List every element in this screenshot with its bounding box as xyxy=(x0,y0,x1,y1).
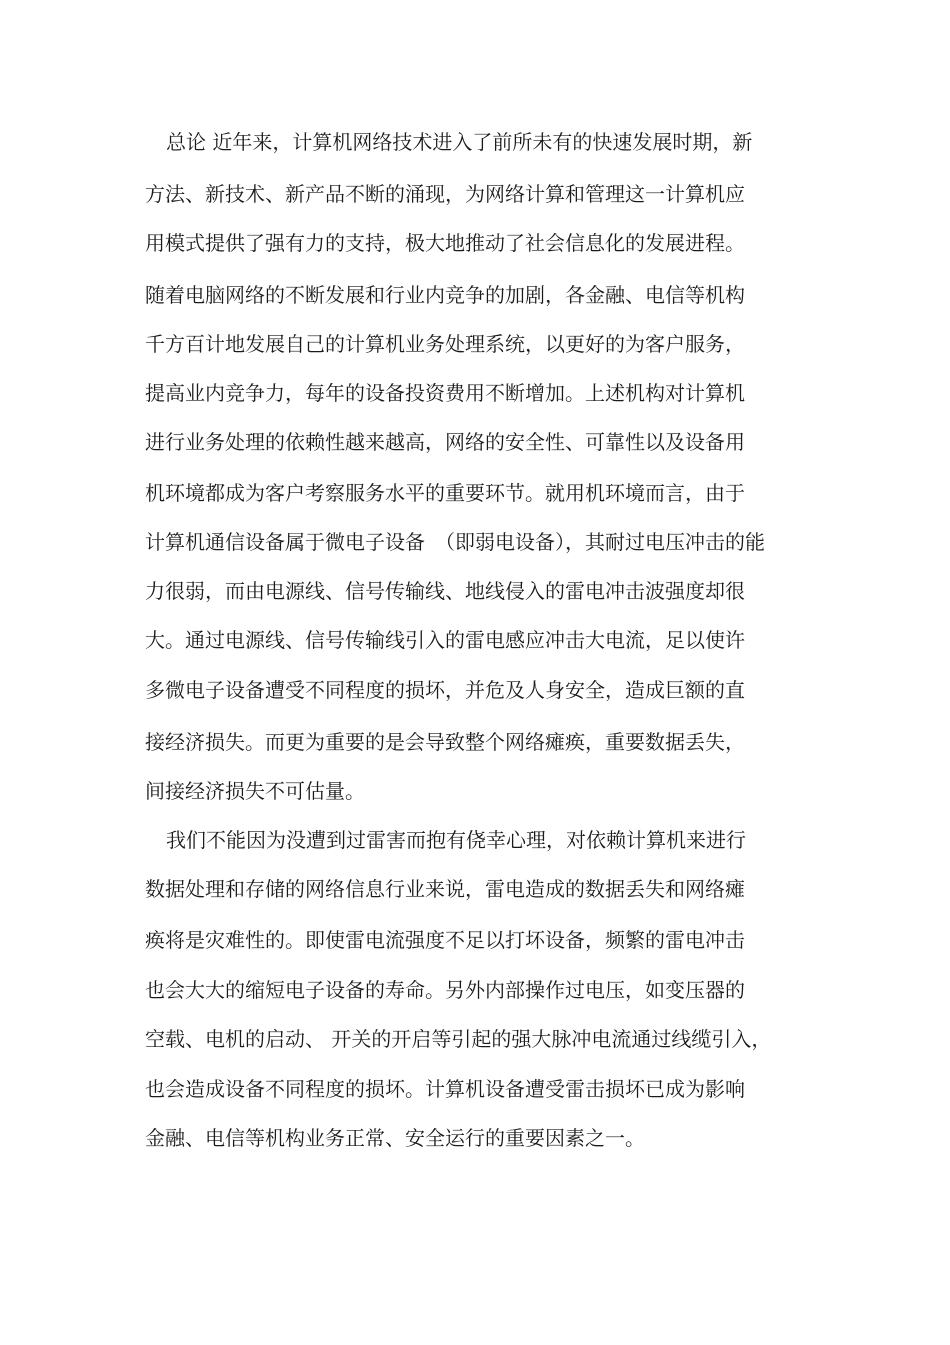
paragraph-1-line-9: 计算机通信设备属于微电子设备 （即弱电设备），其耐过电压冲击的能 xyxy=(145,530,765,554)
paragraph-2-line-4: 也会大大的缩短电子设备的寿命。另外内部操作过电压，如变压器的 xyxy=(145,978,745,1002)
paragraph-1-line-6: 提高业内竞争力，每年的设备投资费用不断增加。上述机构对计算机 xyxy=(145,381,745,405)
paragraph-2-line-3: 痪将是灾难性的。即使雷电流强度不足以打坏设备，频繁的雷电冲击 xyxy=(145,928,745,952)
paragraph-2-line-6: 也会造成设备不同程度的损坏。计算机设备遭受雷击损坏已成为影响 xyxy=(145,1077,745,1101)
paragraph-2-line-2: 数据处理和存储的网络信息行业来说，雷电造成的数据丢失和网络瘫 xyxy=(145,877,745,901)
paragraph-1-line-11: 大。通过电源线、信号传输线引入的雷电感应冲击大电流，足以使许 xyxy=(145,628,745,652)
paragraph-1-line-13: 接经济损失。而更为重要的是会导致整个网络瘫痪，重要数据丢失， xyxy=(145,730,745,754)
paragraph-2-line-7: 金融、电信等机构业务正常、安全运行的重要因素之一。 xyxy=(145,1126,645,1150)
paragraph-1-line-10: 力很弱，而由电源线、信号传输线、地线侵入的雷电冲击波强度却很 xyxy=(145,579,745,603)
paragraph-1-line-5: 千方百计地发展自己的计算机业务处理系统，以更好的为客户服务， xyxy=(145,332,745,356)
paragraph-2-line-1: 我们不能因为没遭到过雷害而抱有侥幸心理，对依赖计算机来进行 xyxy=(166,828,746,852)
paragraph-1-line-2: 方法、新技术、新产品不断的涌现，为网络计算和管理这一计算机应 xyxy=(145,182,745,206)
paragraph-1-line-7: 进行业务处理的依赖性越来越高，网络的安全性、可靠性以及设备用 xyxy=(145,430,745,454)
paragraph-1-line-14: 间接经济损失不可估量。 xyxy=(145,779,365,803)
paragraph-1-line-8: 机环境都成为客户考察服务水平的重要环节。就用机环境而言，由于 xyxy=(145,481,745,505)
paragraph-1-line-4: 随着电脑网络的不断发展和行业内竞争的加剧，各金融、电信等机构 xyxy=(145,283,745,307)
paragraph-1-line-12: 多微电子设备遭受不同程度的损坏，并危及人身安全，造成巨额的直 xyxy=(145,678,745,702)
paragraph-1-line-1: 总论 近年来，计算机网络技术进入了前所未有的快速发展时期，新 xyxy=(166,130,753,154)
paragraph-1-line-3: 用模式提供了强有力的支持，极大地推动了社会信息化的发展进程。 xyxy=(145,231,745,255)
paragraph-2-line-5: 空载、电机的启动、 开关的开启等引起的强大脉冲电流通过线缆引入， xyxy=(145,1027,772,1051)
